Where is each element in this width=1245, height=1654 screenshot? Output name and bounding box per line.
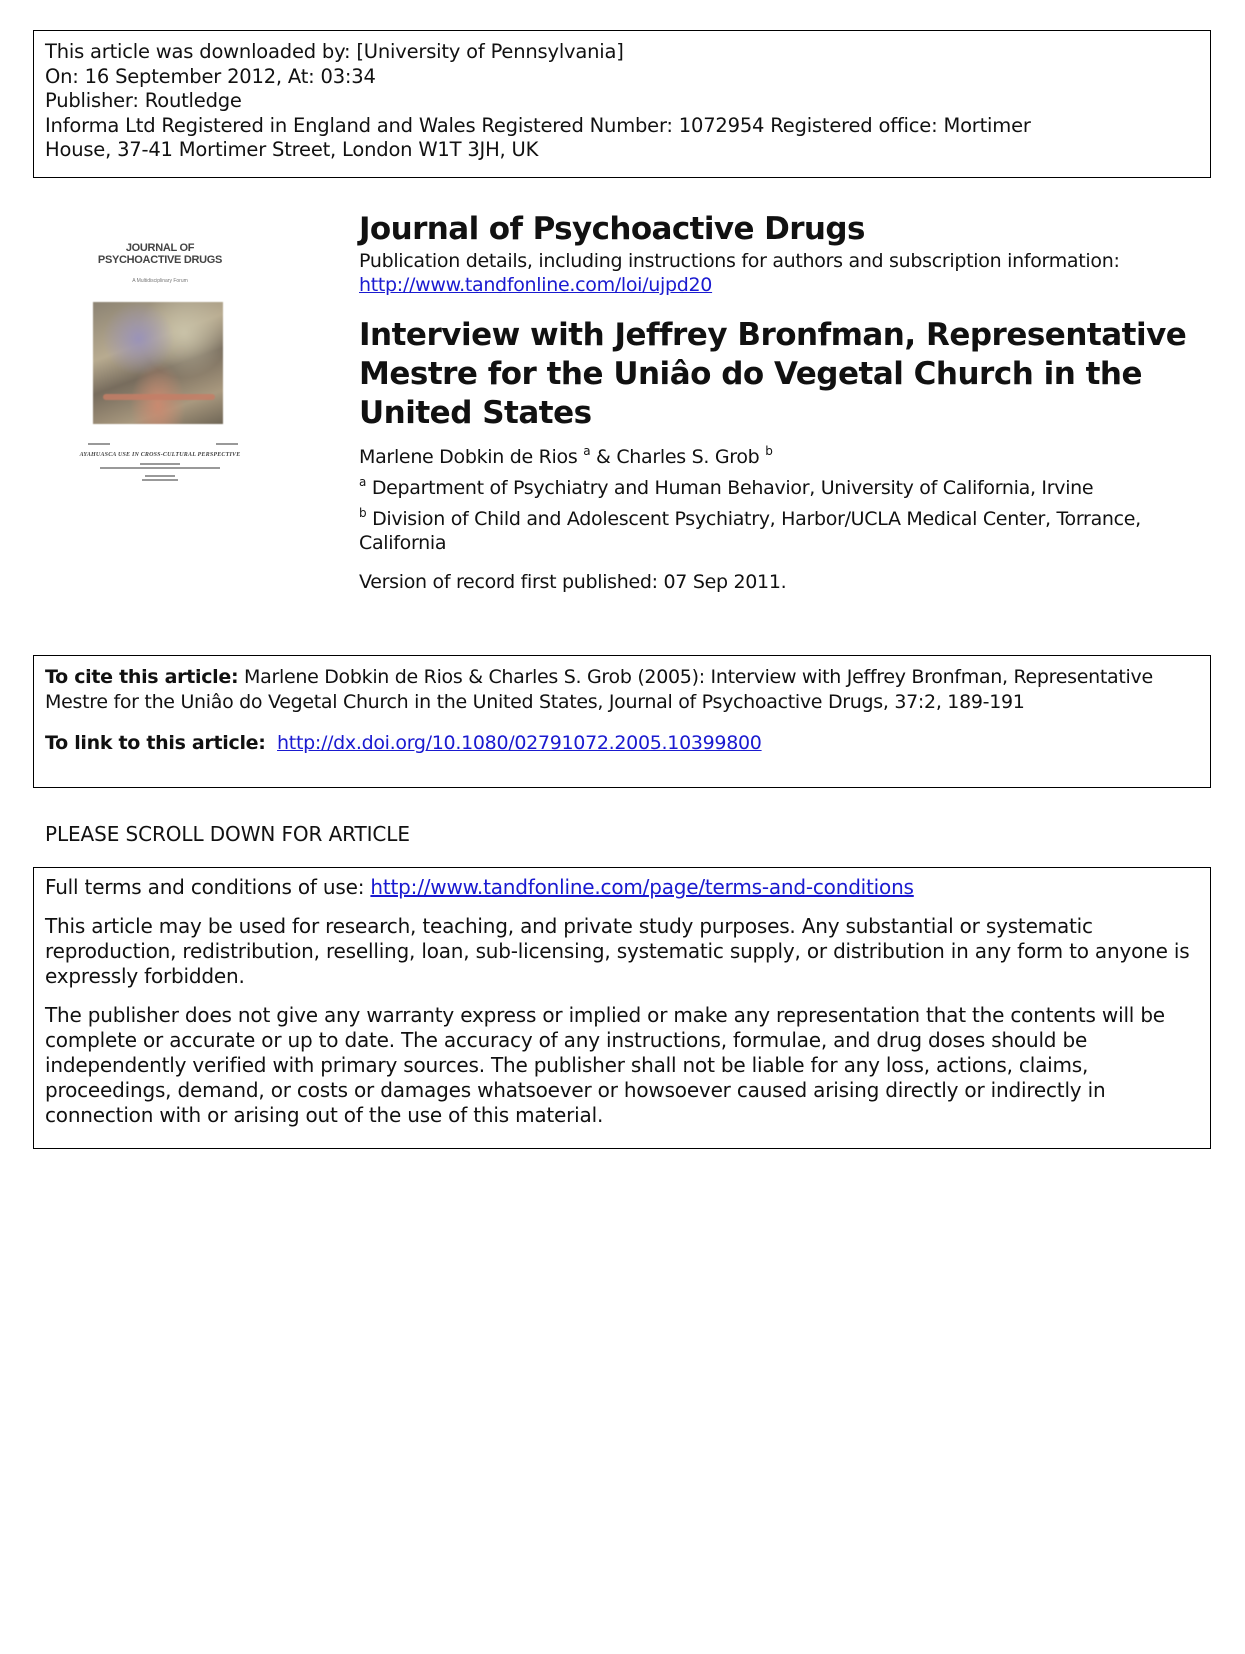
version-of-record: Version of record first published: 07 Sep 2011. bbox=[359, 571, 787, 593]
cover-title-line: JOURNAL OF bbox=[125, 242, 195, 254]
download-info-line: On: 16 September 2012, At: 03:34 bbox=[45, 64, 376, 88]
cover-subtitle: A Multidisciplinary Forum bbox=[132, 278, 188, 284]
author-name: Charles S. Grob bbox=[616, 446, 760, 468]
article-link-label: To link to this article: bbox=[45, 732, 266, 754]
terms-link[interactable]: http://www.tandfonline.com/page/terms-and-conditions bbox=[370, 875, 914, 899]
scroll-notice: PLEASE SCROLL DOWN FOR ARTICLE bbox=[45, 822, 410, 846]
cover-artwork bbox=[93, 302, 223, 424]
citation-text: Marlene Dobkin de Rios & Charles S. Grob (2005): Interview with Jeffrey Bronfman, Representative Mestre for the Uniâo do Vegetal Church in the United States, Journal of Psychoactive Drugs, 37:2, 189-191 bbox=[45, 666, 1153, 713]
download-info-line: House, 37-41 Mortimer Street, London W1T 3JH, UK bbox=[45, 138, 539, 161]
cover-volume-info bbox=[88, 443, 238, 445]
citation-label: To cite this article: bbox=[45, 666, 239, 688]
cover-editors bbox=[60, 463, 260, 481]
terms-box bbox=[33, 867, 1211, 1149]
journal-title: Journal of Psychoactive Drugs bbox=[359, 211, 865, 247]
journal-url-link[interactable]: http://www.tandfonline.com/loi/ujpd20 bbox=[359, 274, 713, 296]
doi-link[interactable]: http://dx.doi.org/10.1080/02791072.2005.10399800 bbox=[277, 732, 762, 754]
download-info-line: Publisher: Routledge bbox=[45, 89, 242, 112]
citation bbox=[45, 665, 1199, 715]
usage-paragraph: This article may be used for research, teaching, and private study purposes. Any substantial or systematic reproduction, redistribution, reselling, loan, sub-licensing, systematic supply, or distribution in any form to anyone is expressly forbidden. bbox=[45, 914, 1190, 988]
cover-theme: AYAHUASCA USE IN CROSS-CULTURAL PERSPECTIVE bbox=[79, 452, 241, 458]
affiliation-text: Division of Child and Adolescent Psychiatry, Harbor/UCLA Medical Center, Torrance, California bbox=[359, 508, 1141, 554]
terms-line bbox=[45, 875, 1199, 900]
download-info-box bbox=[33, 30, 1211, 178]
affiliation-b bbox=[359, 507, 1199, 555]
publication-details: Publication details, including instructions for authors and subscription information: bbox=[359, 250, 1120, 272]
download-info-line: This article was downloaded by: [University of Pennsylvania] bbox=[45, 40, 624, 63]
affiliation-text: Department of Psychiatry and Human Behavior, University of California, Irvine bbox=[371, 477, 1094, 499]
article-header bbox=[359, 210, 1199, 594]
author-separator: & bbox=[596, 446, 611, 468]
journal-cover-image bbox=[60, 205, 260, 490]
author-affiliation-marker: b bbox=[765, 444, 773, 458]
cover-title bbox=[60, 242, 260, 266]
citation-box bbox=[33, 655, 1211, 788]
affiliation-marker: b bbox=[359, 506, 367, 520]
article-title: Interview with Jeffrey Bronfman, Representative Mestre for the Uniâo do Vegetal Church in the United States bbox=[359, 317, 1187, 431]
article-link-line bbox=[45, 731, 1199, 756]
disclaimer-paragraph: The publisher does not give any warranty express or implied or make any representation that the contents will be complete or accurate or up to date. The accuracy of any instructions, formulae, and drug doses should be independently verified with primary sources. The publisher shall not be liable for any loss, actions, claims, proceedings, demand, or costs or damages whatsoever or howsoever caused arising directly or indirectly in connection with or arising out of the use of this material. bbox=[45, 1003, 1165, 1127]
affiliation-a bbox=[359, 476, 1199, 500]
affiliation-marker: a bbox=[359, 475, 367, 489]
author-affiliation-marker: a bbox=[583, 444, 591, 458]
cover-title-line: PSYCHOACTIVE DRUGS bbox=[97, 254, 223, 266]
author-list bbox=[359, 445, 1199, 469]
author-name: Marlene Dobkin de Rios bbox=[359, 446, 578, 468]
terms-label: Full terms and conditions of use: bbox=[45, 875, 365, 899]
download-info-line: Informa Ltd Registered in England and Wales Registered Number: 1072954 Registered office: Mortimer bbox=[45, 113, 1031, 137]
